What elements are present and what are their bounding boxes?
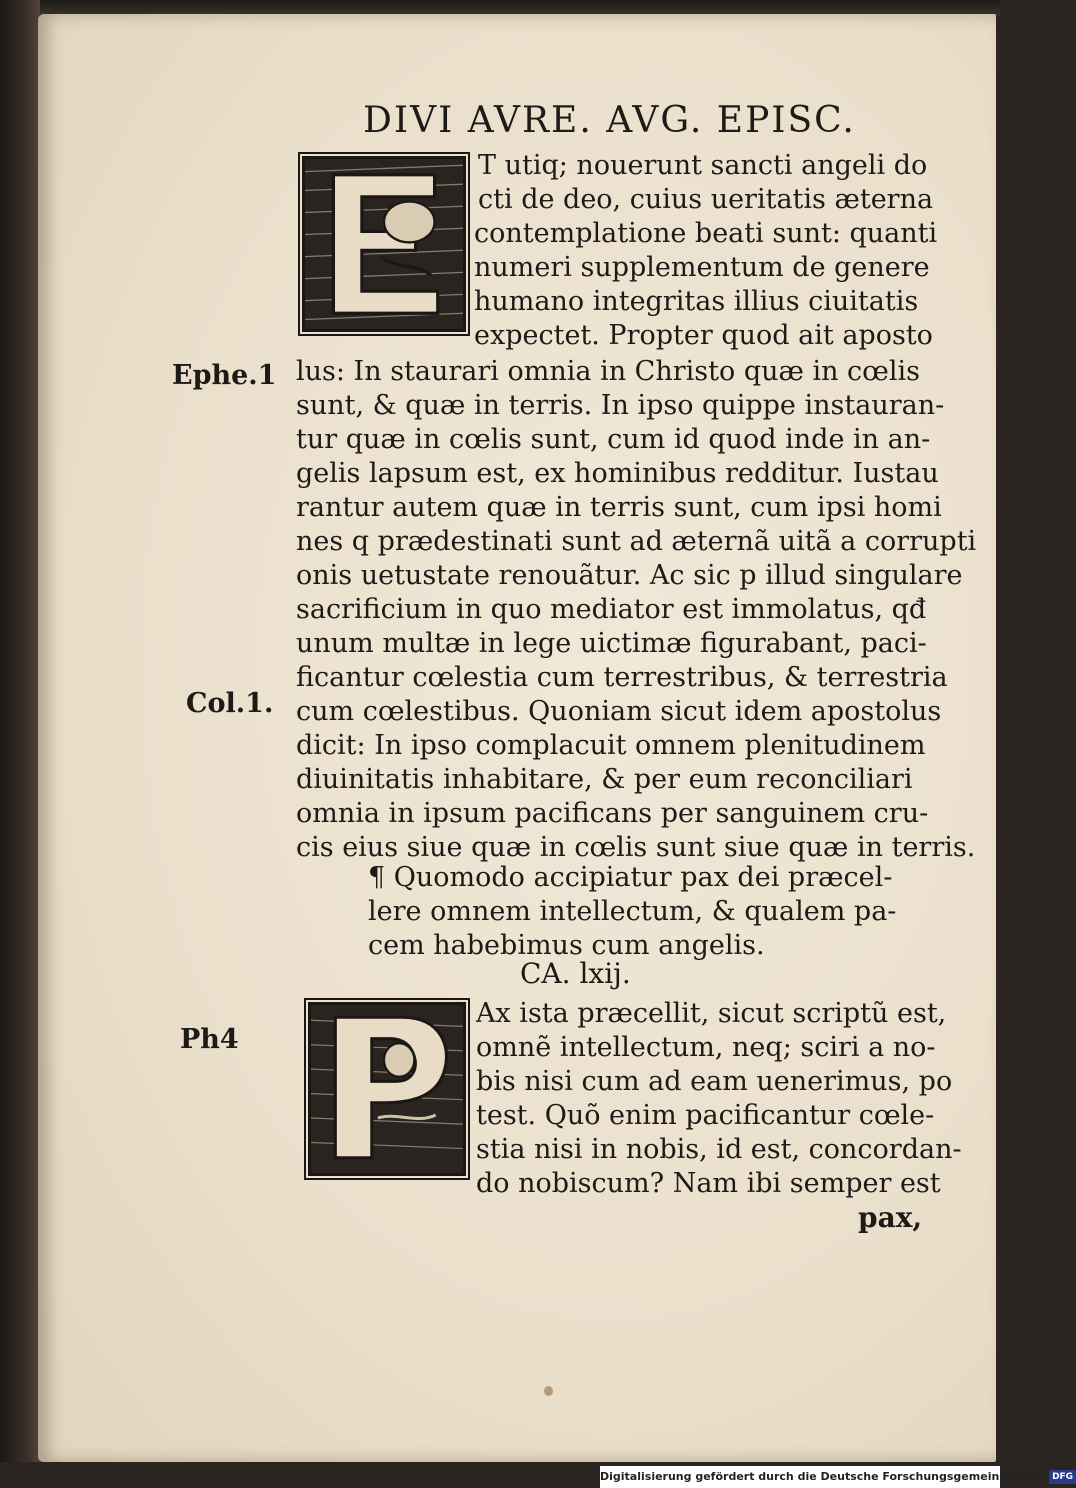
text-line: dicit: In ipso complacuit omnem plenitudinem [296, 730, 926, 761]
text-line: sacrificium in quo mediator est immolatus, qđ [296, 594, 927, 625]
chapter-heading-line: ¶ Quomodo accipiatur pax dei præcel- [368, 862, 893, 893]
text-line: rantur autem quæ in terris sunt, cum ipsi homi [296, 492, 942, 523]
catchword: pax, [858, 1201, 923, 1234]
dfg-logo: DFG [1049, 1470, 1076, 1484]
text-line: omnia in ipsum pacificans per sanguinem cru- [296, 798, 929, 829]
text-line: humano integritas illius ciuitatis [474, 286, 919, 317]
text-line: do nobiscum? Nam ibi semper est [476, 1168, 941, 1199]
footer-text: Digitalisierung gefördert durch die Deutsche Forschungsgemeinschaft - [600, 1470, 1047, 1483]
text-line: diuinitatis inhabitare, & per eum reconciliari [296, 764, 913, 795]
text-line: stia nisi in nobis, id est, concordan- [476, 1134, 962, 1165]
text-line: Ax ista præcellit, sicut scriptũ est, [476, 998, 947, 1029]
text-line: unum multæ in lege uictimæ figurabant, paci- [296, 628, 927, 659]
woodcut-initial-e [302, 156, 466, 332]
text-line: ficantur cœlestia cum terrestribus, & terrestria [296, 662, 948, 693]
text-line: cis eius siue quæ in cœlis sunt siue quæ in terris. [296, 832, 976, 863]
margin-note-philippians: Ph4 [180, 1024, 239, 1055]
paper-stain [544, 1386, 553, 1396]
text-line: gelis lapsum est, ex hominibus redditur. Iustau [296, 458, 939, 489]
text-line: omnẽ intellectum, neq; sciri a no- [476, 1032, 936, 1063]
text-line: test. Quõ enim pacificantur cœle- [476, 1100, 935, 1131]
text-line: lus: In staurari omnia in Christo quæ in cœlis [296, 356, 921, 387]
chapter-heading-line: lere omnem intellectum, & qualem pa- [368, 896, 897, 927]
margin-note-colossians: Col.1. [186, 688, 274, 719]
text-line: contemplatione beati sunt: quanti [474, 218, 938, 249]
chapter-number: CA. lxij. [520, 957, 631, 990]
text-line: expectet. Propter quod ait aposto [474, 320, 933, 351]
margin-note-ephesians: Ephe.1 [172, 360, 277, 391]
text-line: T utiq; nouerunt sancti angeli do [478, 150, 928, 181]
text-line: sunt, & quæ in terris. In ipso quippe instauran- [296, 390, 945, 421]
woodcut-initial-p [308, 1002, 466, 1176]
text-line: cti de deo, cuius ueritatis æterna [478, 184, 934, 215]
text-line: bis nisi cum ad eam uenerimus, po [476, 1066, 953, 1097]
text-line: onis uetustate renouãtur. Ac sic p illud singulare [296, 560, 963, 591]
text-line: tur quæ in cœlis sunt, cum id quod inde in an- [296, 424, 931, 455]
running-head: DIVI AVRE. AVG. EPISC. [363, 100, 856, 141]
digitization-footer [600, 1466, 1074, 1488]
chapter-heading-line: cem habebimus cum angelis. [368, 930, 765, 961]
text-line: cum cœlestibus. Quoniam sicut idem apostolus [296, 696, 942, 727]
text-line: numeri supplementum de genere [474, 252, 930, 283]
text-line: nes q prædestinati sunt ad æternã uitã a corrupti [296, 526, 977, 557]
